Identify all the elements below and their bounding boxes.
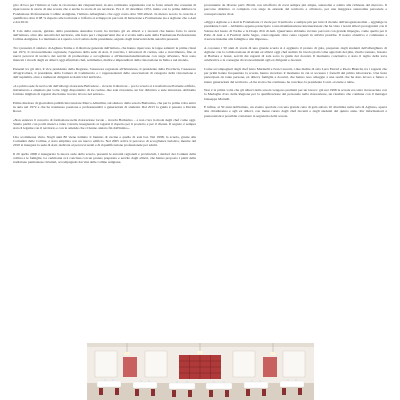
ceiling — [87, 343, 314, 347]
pendant-light-icon — [124, 352, 130, 355]
pendant-light-icon — [270, 352, 276, 355]
paragraph: E infine, al 50 anni dell'istituto, un evento speciale con una grande cena di gala sabato 10 dicembre nella sala di Agliano, aperta alla cittadinanza e agli ex allievi, con menu curato dagli chef docenti e dagli studenti del quinto anno. Per informazioni e prenotazioni è possibile contattare la segreteria della scuola. — [204, 105, 387, 118]
paragraph: Presenti tra gli altri, il vice presidente della Regione, l'assessore regionale all'Istruzione, il presidente della Provincia, l'assessore all'agricoltura, il presidente della Camera di Commercio e i rappresentanti delle associazioni di categoria della ristorazione e dell'ospitalità, oltre a numerosi dirigenti scolastici del territorio. — [13, 66, 196, 80]
paragraph: Il 20 aprile 2000 è inaugurata la nuova sede della scuola, presenti le autorità regionali e provinciali, i sindaci dei Comuni della collina e le famiglie. La cerimonia si è conclusa con un pranzo preparato e servito dagli allievi, che hanno proposto i piatti della tradizione piemontese rivisitati, accompagnati dai vini delle colline astigiane. — [13, 151, 196, 165]
restaurant-interior-photo — [87, 343, 314, 400]
paragraph: «La prima sede fu nei locali dell'albergo ristorante Belvedere – ricorda il direttore – poi la scuola si è trasferita nell'attuale edificio, ristrutturato e ampliato più volte. Oggi disponiamo di tre cucine, due sale ristorante, un bar didattico e aule attrezzate. Abbiamo formato migliaia di ragazzi che hanno trovato lavoro nel settore». — [13, 83, 196, 97]
paragraph: Non è la prima volta che gli allievi della scuola vengono premiati per un lavoro: già nel 1998 la scuola era stata riconosciuta con la Medaglia d'oro della Regione per la qualificazione del personale nella ristorazione, un risultato che continua con il manager Giuseppe Martelli. — [204, 88, 387, 101]
paragraph: Prima direttore di giornalista pubblicista lanciare Marco Abballini, sul sindaco della scuola Barbarino, che per la prima volta entrò in aula nel 1972 e che ha trasmesso passione e professionalità a generazioni di studenti. Dal 2015 la guida è passata a Davide Rossi. — [13, 100, 196, 114]
paragraph: Come accompagnati dagli chef Gino Marinelli e Ivan Cascetti, i due maître di sala Luca Ferrari e Paolo Bianchi, tra i ragazzi che per primi hanno frequentato la scuola, hanno ricordato il momento in cui si accesero i fornelli del primo laboratorio. Una festa partecipata da tante persone, ex allievi, famiglie e docenti, che hanno reso omaggio a una realtà che ha dato lavoro e futuro a intere generazioni del territorio. «Una storia che continua» ha concluso la presidente Conti. «Grazie a tutti». — [204, 66, 387, 84]
paragraph: Una scommessa vinta. Negli anni 80 viene istituito il biennio di cucina e quello di sala bar. Nel 1998, la scuola, grazie alla Comunità delle Colline, è stata ampliata con un nuovo edificio. Nel 2005 arriva il percorso di accoglienza turistica, mentre dal 2010 si inaugura la sede di Asti, dedicata ai percorsi serali e di riqualificazione professionale per adulti. — [13, 134, 196, 148]
accent-panel — [123, 357, 137, 377]
paragraph: «Oggi a Agliano e a Asti la Fondazione ci vuole per il territorio e sempre più per tutto il mondo dell'enogastronomia – aggiunge la presidente Conti – Abbiamo appena partecipato a una manifestazione internazionale che ha visto i nostri allievi protagonisti con il Salone del Gusto di Torino e la Douja d'Or di Asti. Quest'anno abbiamo avviato percorsi con grande impegno, come quello per il Palio di Asti e il Festival delle Sagre, coinvolgendo oltre cento ragazzi in attività pratiche. Il nostro obiettivo è continuare a crescere insieme alle famiglie e alle imprese». — [204, 20, 387, 41]
paragraph: giro di boa per l'istituto si vede la ricorrenza dei cinquant'anni, in una cerimonia organizzata con le forze attuali che consente di ripercorrere la storia di una scuola che è anche la storia di un territorio. Era il 10 dicembre 1972, inizio con la prima delibera la Fondazione Professionale Colline Astigiane, l'istituto Alberghiero che oggi conta oltre 500 allievi. In mezzo secolo la crescita è qualificata oltre il 98 % rispetto alle iscrizioni e l'offerta si sviluppa in percorsi di Istruzione e Formazione sia a Agliano che a Asti e dal 2010. — [13, 3, 196, 24]
window — [233, 351, 255, 377]
window — [283, 351, 305, 377]
left-column — [13, 3, 196, 165]
restaurant-interior-illustration — [87, 343, 314, 400]
window — [145, 351, 167, 377]
article-columns — [13, 3, 387, 165]
right-column — [204, 3, 387, 165]
paragraph: «Non esisteva il concetto di formazione nella ristorazione locale – ricorda Barbarino – e non c'era la moda degli chef come oggi. Siamo partiti con pochi mezzi e tanta volontà, insegnando ai ragazzi il rispetto per il prodotto e per il cliente. Il segreto è sempre stato il legame con il territorio e con le aziende che ci hanno aiutato fin dall'inizio». — [13, 117, 196, 131]
pendant-light-icon — [197, 351, 203, 354]
paragraph: proveniente da diverse parti d'Italia con un'offerta di corsi sempre più ampia, autonoma e adatta alle richieste del mercato. Il percorso didattico si completa con stage in aziende del territorio e all'estero, per una maggiore autonomia personale e consapevolezza di sé. — [204, 3, 387, 16]
paragraph: Il Cda della scuola, guidato dalla presidente Annalisa Conti, ha invitato gli ex allievi e i docenti che hanno fatto la storia dell'istituto, oltre alle autorità del territorio, alla festa per i cinquant'anni che si è svolta nella sede della Fondazione Professionale Colline Astigiane. La mattinata si è aperta con il saluto della presidente, seguito dagli interventi delle autorità presenti. — [13, 28, 196, 41]
paragraph: Tra i presenti, il sindaco di Agliano Terme e il direttore generale dell'istituto, che hanno ripercorso le tappe salienti: le prime classi nel 1972, il riconoscimento regionale, l'apertura della sede di Asti, il convitto, i laboratori di cucina, sala e ricevimento, fino ai nuovi percorsi di tecnico dei servizi di promozione e accoglienza e all'internazionalizzazione con stage all'estero. Non sono mancati i ricordi degli ex allievi oggi affermati chef, sommelier, maître e imprenditori della ristorazione in Italia e nel mondo. — [13, 45, 196, 63]
accent-panel — [263, 357, 277, 377]
window — [95, 351, 117, 377]
paragraph: A coronare i 50 anni di storia di una grande scuola si è aggiunto il pranzo di gala, preparato dagli studenti dell'alberghiero di Agliano con la collaborazione di alcuni ex allievi oggi chef stellati. In tavola piatti come agnolotti del plin, vitello tonnato, brasato al Barbera e bonet, serviti dai ragazzi di sala sotto la guida dei docenti. Il momento conclusivo è stato il taglio della torta celebrativa e la consegna di riconoscimenti agli ex dirigenti e docenti. — [204, 45, 387, 63]
